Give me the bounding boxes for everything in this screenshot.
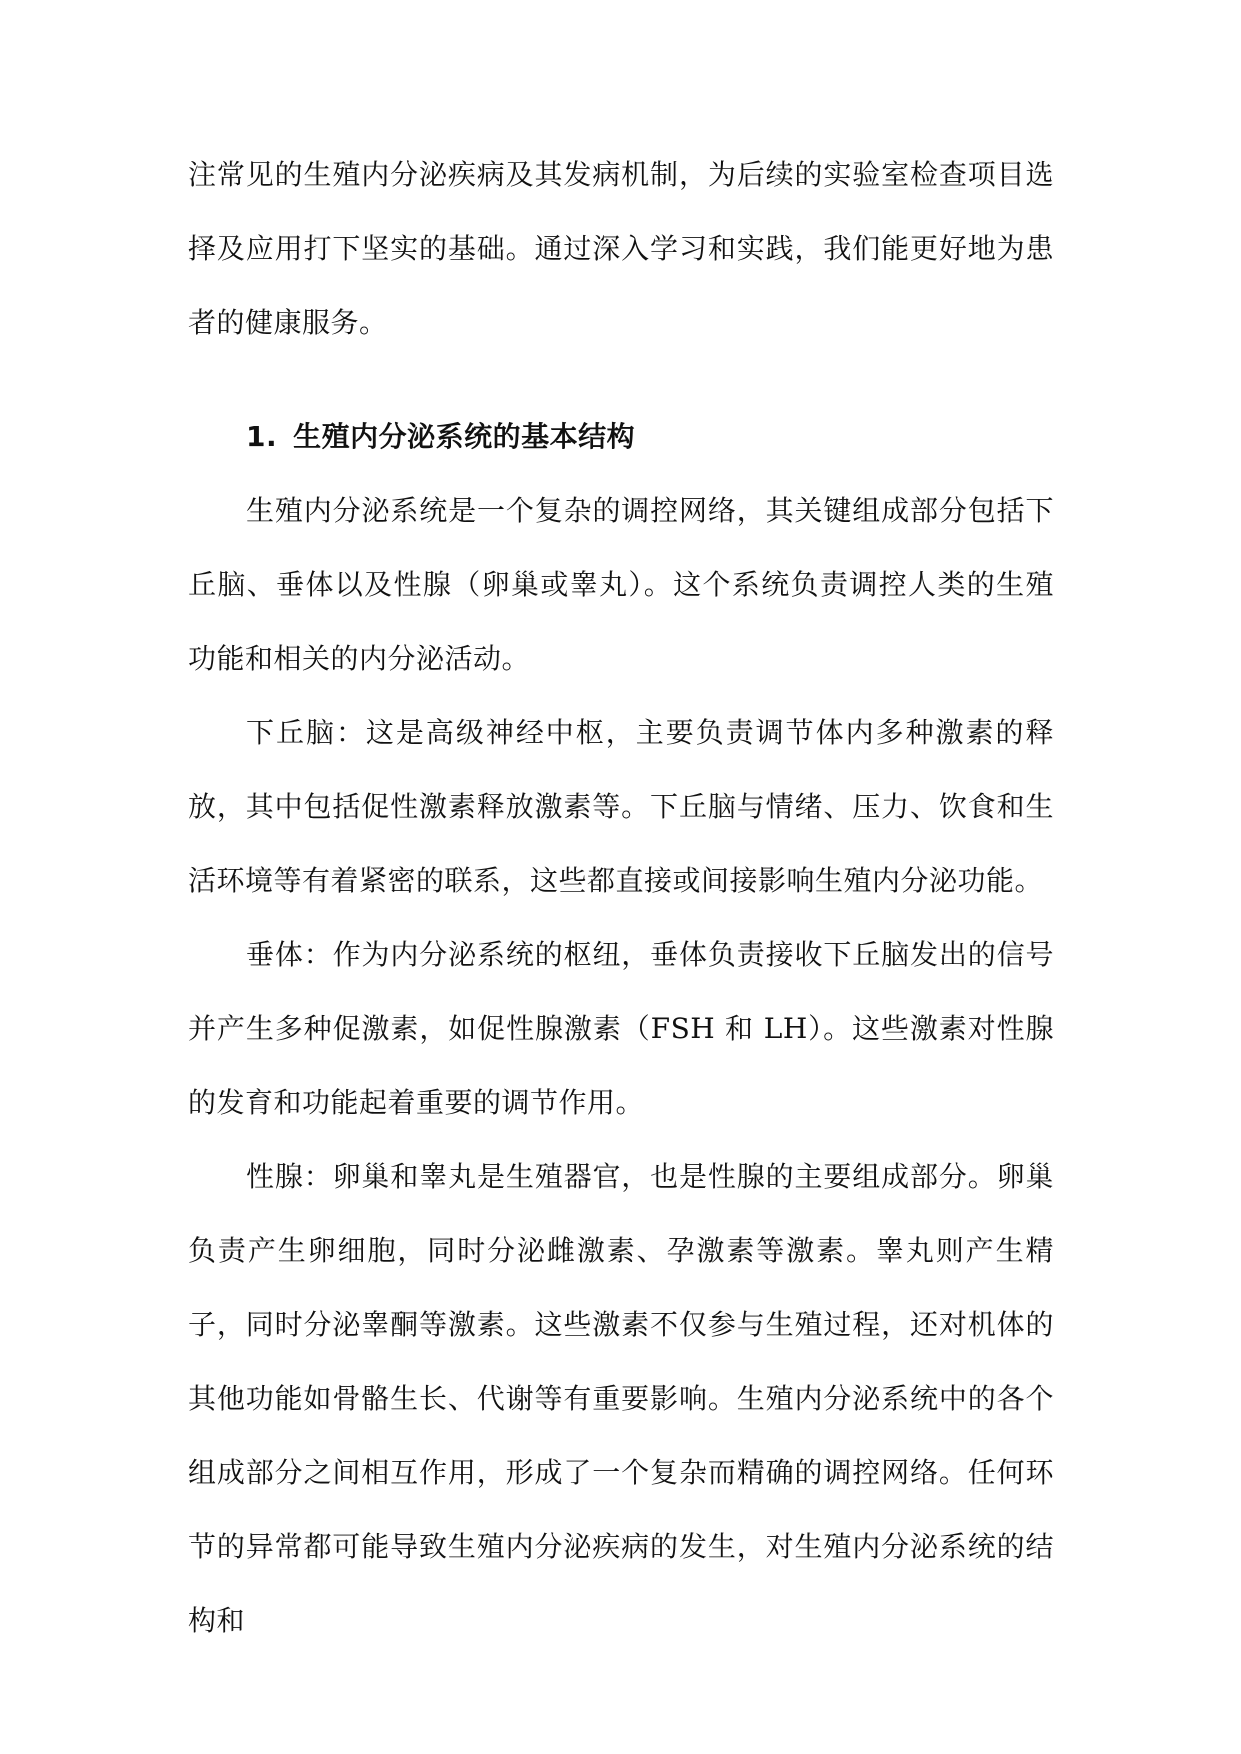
paragraph-overview: 生殖内分泌系统是一个复杂的调控网络，其关键组成部分包括下丘脑、垂体以及性腺（卵巢或睾丸）。这个系统负责调控人类的生殖功能和相关的内分泌活动。 xyxy=(188,494,1054,675)
page-content xyxy=(188,138,1054,1658)
section-number: 1. xyxy=(246,420,278,453)
paragraph-pituitary: 垂体：作为内分泌系统的枢纽，垂体负责接收下丘脑发出的信号并产生多种促激素，如促性腺激素（FSH 和 LH）。这些激素对性腺的发育和功能起着重要的调节作用。 xyxy=(188,938,1054,1119)
section-title: 生殖内分泌系统的基本结构 xyxy=(293,420,636,453)
section-heading xyxy=(188,400,1054,474)
continued-paragraph: 注常见的生殖内分泌疾病及其发病机制，为后续的实验室检查项目选择及应用打下坚实的基础。通过深入学习和实践，我们能更好地为患者的健康服务。 xyxy=(188,158,1054,339)
paragraph-gonads: 性腺：卵巢和睾丸是生殖器官，也是性腺的主要组成部分。卵巢负责产生卵细胞，同时分泌雌激素、孕激素等激素。睾丸则产生精子，同时分泌睾酮等激素。这些激素不仅参与生殖过程，还对机体的其他功能如骨骼生长、代谢等有重要影响。生殖内分泌系统中的各个组成部分之间相互作用，形成了一个复杂而精确的调控网络。任何环节的异常都可能导致生殖内分泌疾病的发生，对生殖内分泌系统的结构和 xyxy=(188,1160,1054,1637)
paragraph-hypothalamus: 下丘脑：这是高级神经中枢，主要负责调节体内多种激素的释放，其中包括促性激素释放激素等。下丘脑与情绪、压力、饮食和生活环境等有着紧密的联系，这些都直接或间接影响生殖内分泌功能。 xyxy=(188,716,1054,897)
